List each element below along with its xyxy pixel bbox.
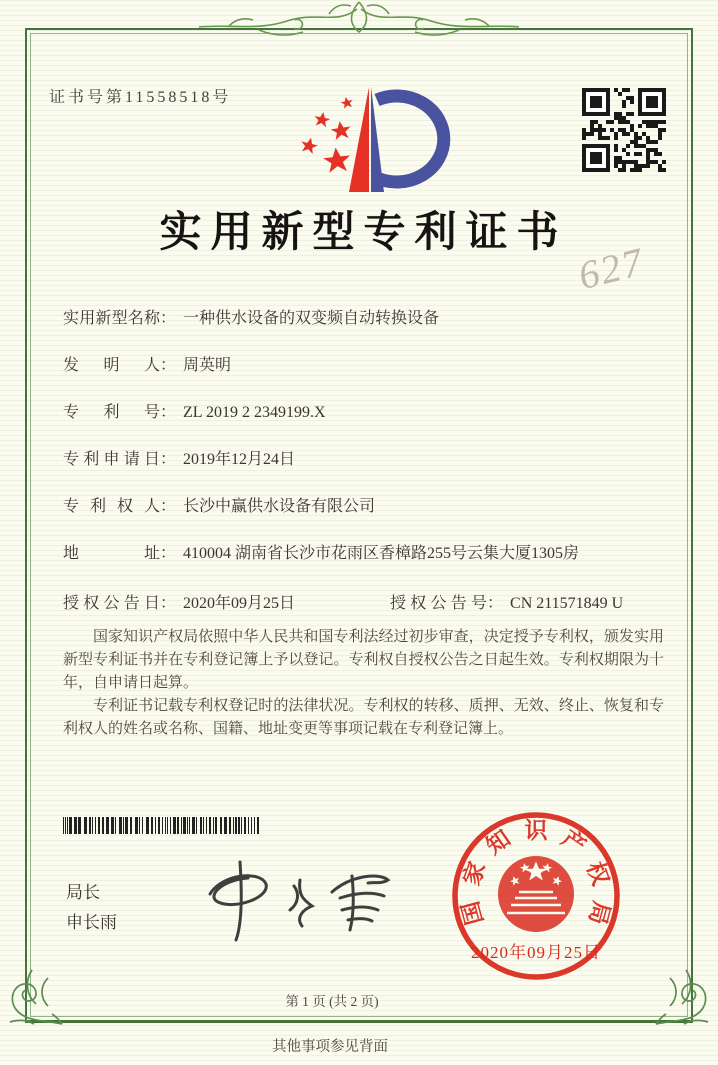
officer-name: 申长雨 xyxy=(66,913,117,932)
field-label: 授权公告号 xyxy=(390,595,487,612)
field-label: 专利权人 xyxy=(63,498,160,515)
field-value: 长沙中赢供水设备有限公司 xyxy=(183,498,376,515)
signature xyxy=(182,852,394,948)
legal-paragraph-1: 国家知识产权局依照中华人民共和国专利法经过初步审查，决定授予专利权，颁发实用新型专利证书并在专利登记簿上予以登记。专利权自授权公告之日起生效。专利权期限为十年，自申请日起算。 xyxy=(63,629,664,691)
field-row-inventor: 发明人： 周英明 xyxy=(63,352,231,375)
field-label: 实用新型名称 xyxy=(63,310,160,327)
grant-number-field: 授权公告号： CN 211571849 U xyxy=(390,590,623,613)
field-row-patentee: 专利权人： 长沙中赢供水设备有限公司 xyxy=(63,493,375,516)
field-row-patent-no: 专利号： ZL 2019 2 2349199.X xyxy=(63,399,326,422)
barcode xyxy=(63,817,269,834)
svg-text:知: 知 xyxy=(481,825,516,860)
field-value: 2019年12月24日 xyxy=(183,451,296,468)
field-value: CN 211571849 U xyxy=(510,595,624,612)
legal-paragraph-2: 专利证书记载专利权登记时的法律状况。专利权的转移、质押、无效、终止、恢复和专利权人的姓名或名称、国籍、地址变更等事项记载在专利登记簿上。 xyxy=(63,698,664,737)
field-value: 一种供水设备的双变频自动转换设备 xyxy=(183,310,440,327)
certificate-number: 证书号第11558518号 xyxy=(49,89,232,106)
back-side-note: 其他事项参见背面 xyxy=(272,1039,388,1055)
certificate-title: 实用新型专利证书 xyxy=(159,210,568,256)
seal-date: 2020年09月25日 xyxy=(471,943,601,962)
field-label: 专利号 xyxy=(63,404,160,421)
field-label: 地址 xyxy=(63,545,160,562)
field-row-filing-date: 专利申请日： 2019年12月24日 xyxy=(63,446,295,469)
svg-text:家: 家 xyxy=(458,858,491,889)
field-value: 2020年09月25日 xyxy=(183,595,296,612)
field-label: 授权公告日 xyxy=(63,595,160,612)
field-row-name: 实用新型名称： 一种供水设备的双变频自动转换设备 xyxy=(63,305,439,328)
svg-text:权: 权 xyxy=(581,858,614,889)
field-label: 专利申请日 xyxy=(63,451,160,468)
field-value: 周英明 xyxy=(183,357,232,374)
national-emblem-icon xyxy=(498,856,574,932)
legal-text xyxy=(63,626,664,741)
officer-block xyxy=(66,878,117,938)
officer-title: 局长 xyxy=(66,883,100,902)
field-value: 410004 湖南省长沙市花雨区香樟路255号云集大厦1305房 xyxy=(183,545,580,562)
field-row-address: 地址： 410004 湖南省长沙市花雨区香樟路255号云集大厦1305房 xyxy=(63,540,579,563)
svg-text:识: 识 xyxy=(524,818,548,843)
cnipa-logo-icon xyxy=(283,82,458,196)
top-ornament xyxy=(199,0,519,46)
svg-text:国: 国 xyxy=(457,898,488,928)
field-row-grant: 授权公告日： 2020年09月25日 授权公告号： CN 211571849 U xyxy=(63,590,295,613)
field-label: 发明人 xyxy=(63,357,160,374)
pencil-note: 627 xyxy=(573,238,649,299)
field-value: ZL 2019 2 2349199.X xyxy=(183,404,326,421)
qr-code xyxy=(582,88,666,172)
svg-text:产: 产 xyxy=(556,825,591,860)
page-number: 第 1 页 (共 2 页) xyxy=(285,994,379,1009)
svg-text:局: 局 xyxy=(584,898,615,928)
